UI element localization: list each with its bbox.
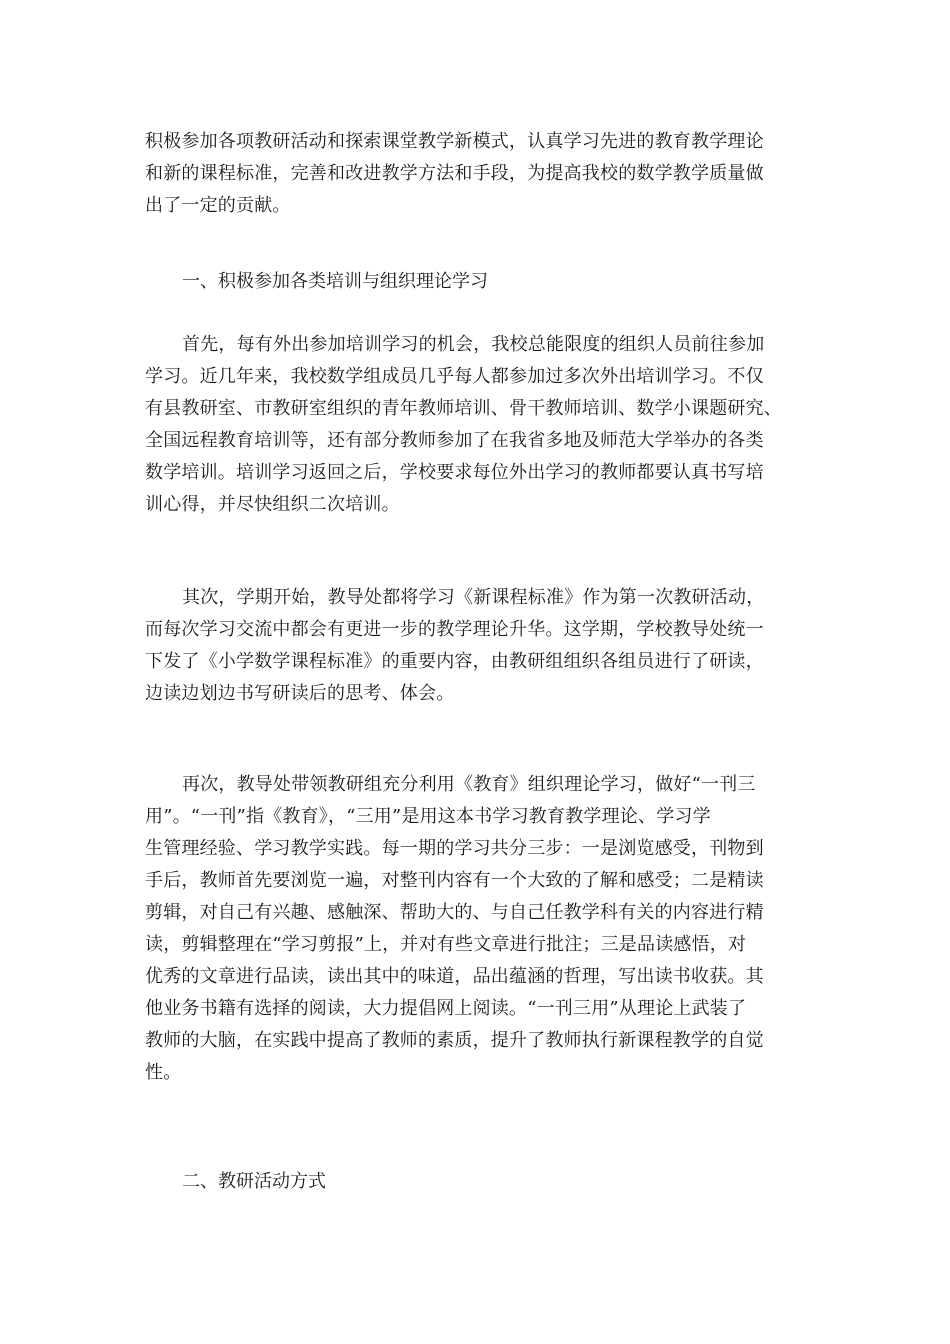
text-line: 出了一定的贡献。 (145, 195, 291, 216)
text-line: 数学培训。培训学习返回之后，学校要求每位外出学习的教师都要认真书写培 (145, 462, 764, 483)
text-line: 再次，教导处带领教研组充分利用《教育》组织理论学习，做好“一刊三 (182, 774, 756, 795)
text-line: 而每次学习交流中都会有更进一步的教学理论升华。这学期，学校教导处统一 (145, 619, 764, 640)
section-heading-2: 二、教研活动方式 (182, 1171, 326, 1192)
text-line: 训心得，并尽快组织二次培训。 (145, 494, 400, 515)
text-line: 生管理经验、学习教学实践。每一期的学习共分三步：一是浏览感受，刊物到 (145, 838, 764, 859)
section-heading-1: 一、积极参加各类培训与组织理论学习 (182, 271, 488, 292)
text-line: 有县教研室、市教研室组织的青年教师培训、骨干教师培训、数学小课题研究、 (145, 398, 782, 419)
text-line: 边读边划边书写研读后的思考、体会。 (145, 683, 455, 704)
text-line: 教师的大脑，在实践中提高了教师的素质，提升了教师执行新课程教学的自觉 (145, 1030, 764, 1051)
text-line: 下发了《小学数学课程标准》的重要内容，由教研组组织各组员进行了研读， (145, 651, 764, 672)
paragraph-second (145, 582, 815, 710)
text-line: 首先，每有外出参加培训学习的机会，我校总能限度的组织人员前往参加 (182, 334, 765, 355)
text-line: 用”。“一刊”指《教育》，“三用”是用这本书学习教育教学理论、学习学 (145, 806, 711, 827)
text-line: 剪辑，对自己有兴趣、感触深、帮助大的、与自己任教学科有关的内容进行精 (145, 902, 764, 923)
paragraph-continuation (145, 126, 815, 222)
text-line: 读，剪辑整理在“学习剪报”上，并对有些文章进行批注；三是品读感悟，对 (145, 934, 747, 955)
text-line: 手后，教师首先要浏览一遍，对整刊内容有一个大致的了解和感受；二是精读 (145, 870, 764, 891)
text-line: 和新的课程标准，完善和改进教学方法和手段，为提高我校的数学教学质量做 (145, 163, 764, 184)
text-line: 全国远程教育培训等，还有部分教师参加了在我省多地及师范大学举办的各类 (145, 430, 764, 451)
paragraph-first (145, 329, 815, 521)
text-line: 他业务书籍有选择的阅读，大力提倡网上阅读。“一刊三用”从理论上武装了 (145, 998, 747, 1019)
text-line: 其次，学期开始，教导处都将学习《新课程标准》作为第一次教研活动， (182, 587, 765, 608)
text-line: 积极参加各项教研活动和探索课堂教学新模式，认真学习先进的教育教学理论 (145, 131, 764, 152)
paragraph-third (145, 769, 815, 1089)
text-line: 优秀的文章进行品读，读出其中的味道，品出蕴涵的哲理，写出读书收获。其 (145, 966, 764, 987)
text-line: 学习。近几年来，我校数学组成员几乎每人都参加过多次外出培训学习。不仅 (145, 366, 764, 387)
text-line: 性。 (145, 1062, 182, 1083)
